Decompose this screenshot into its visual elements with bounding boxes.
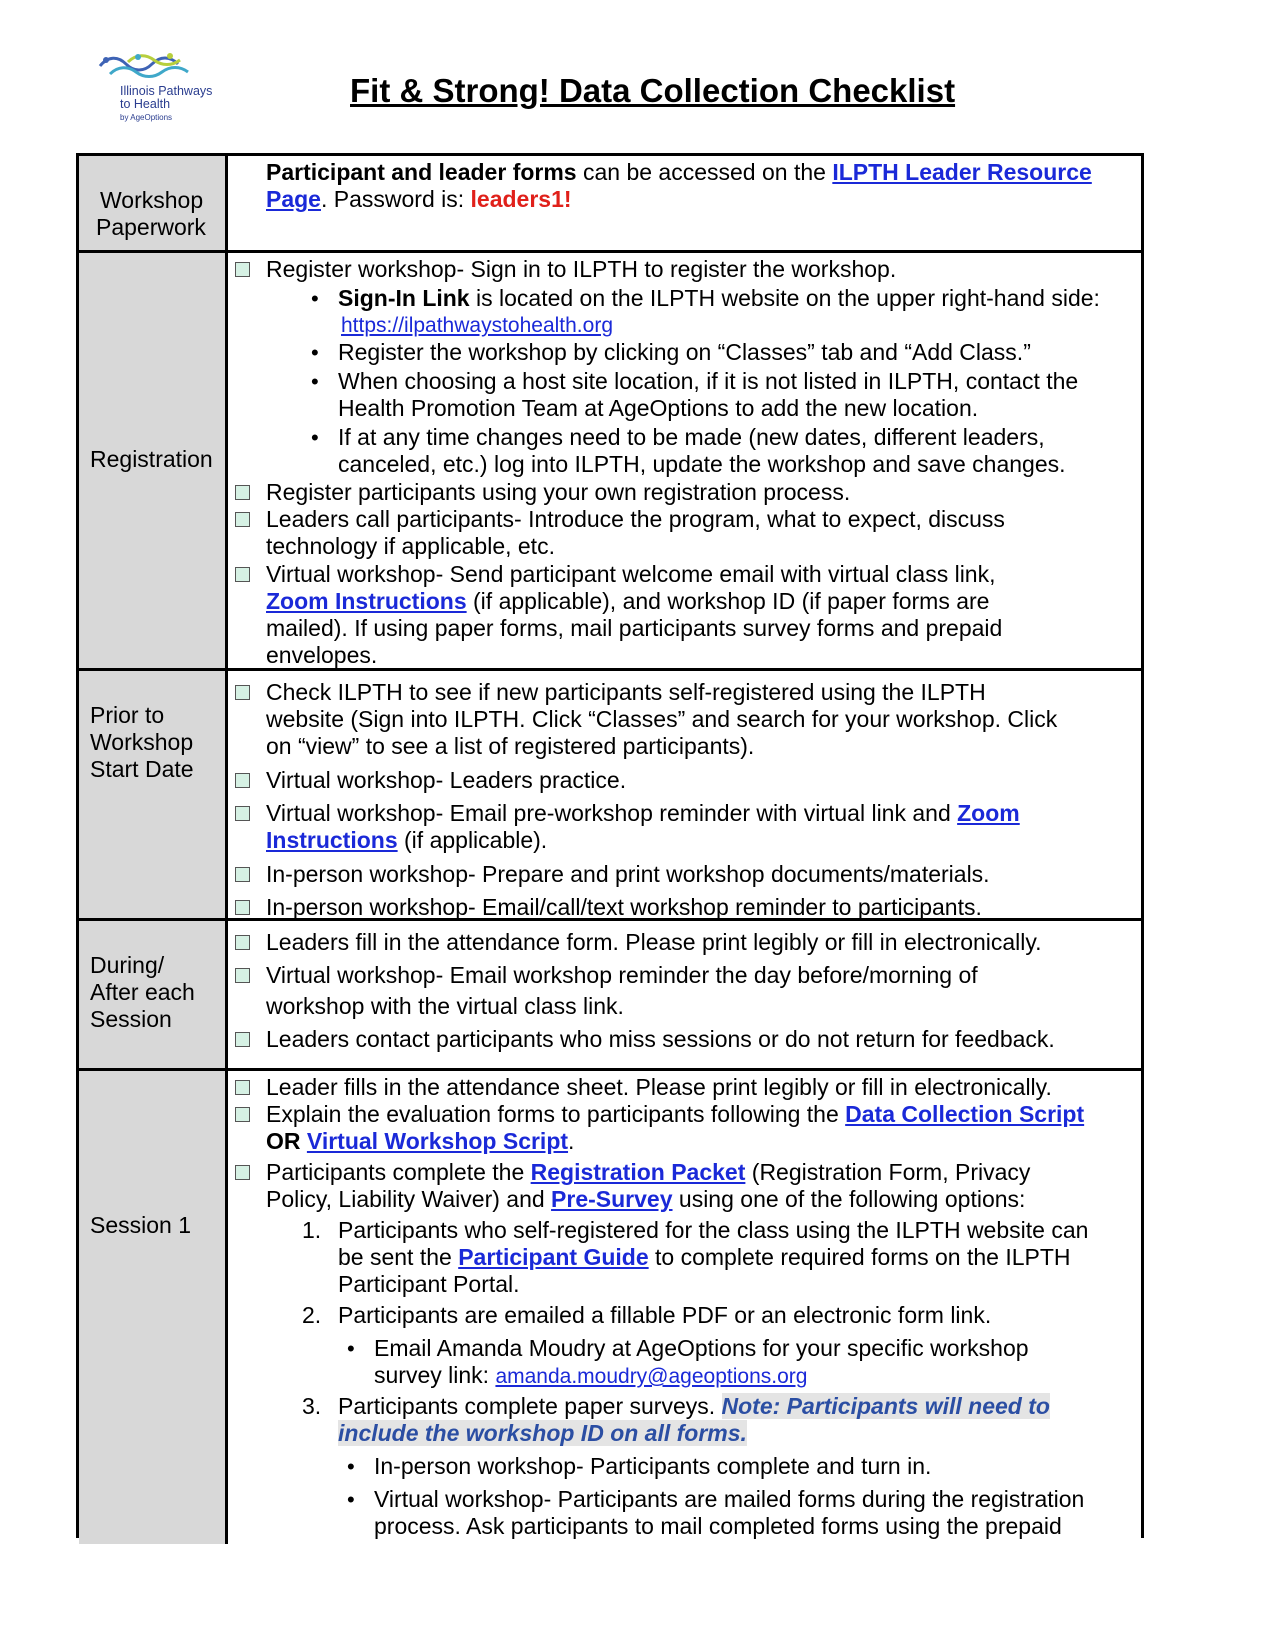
zoom-instructions-link[interactable]: Zoom — [957, 800, 1020, 826]
checkbox[interactable] — [235, 512, 250, 527]
checkbox[interactable] — [235, 773, 250, 788]
logo-line-1: Illinois Pathways — [120, 84, 213, 98]
row-workshop-paperwork — [79, 156, 1141, 250]
pre-survey-link[interactable]: Pre-Survey — [551, 1186, 673, 1212]
content-workshop-paperwork: Participant and leader forms can be accessed on the ILPTH Leader Resource Page. Password is: leaders1! — [266, 159, 1092, 212]
registration-packet-link[interactable]: Registration Packet — [530, 1159, 746, 1185]
checklist-table — [76, 153, 1144, 1538]
data-collection-script-link[interactable]: Data Collection Script — [845, 1101, 1085, 1127]
checkbox[interactable] — [235, 1080, 250, 1095]
logo-waves-icon — [98, 52, 198, 86]
label-during-after-session: During/ After each Session — [79, 921, 228, 1071]
checkbox[interactable] — [235, 1107, 250, 1122]
bullet-icon: • — [311, 369, 319, 394]
logo-line-2: to Health — [120, 97, 171, 111]
row-session-1: Session 1 Leader fills in the attendance sheet. Please print legibly or fill in electronically. Explain the evaluation forms to participants following the Data Collection Script OR Virtual Workshop Script. Participants complete the Registration Packet (Registration Form, Privacy Policy, Liability Waiver) and Pre-Survey using one of the following options: 1. Participants who self-registered for the class using the ILPTH website can be sent the Participant Guide to complete required forms on the ILPTH Participant Portal. 2. Participants are emailed a fillable PDF or an electronic form link. • Email Amanda Moudry at AgeOptions for your specific workshop survey link: amanda.moudry@ageoptions.org 3. Participants complete paper surveys. Note: Participants will need to include the workshop ID on all forms. • In-person workshop- Participants complete and turn in. • Virtual workshop- Participants are mailed forms during the registration process. Ask participants to mail completed forms using the prepaid — [79, 1068, 1141, 1544]
note-text: Note: Participants will need to — [721, 1393, 1050, 1419]
checkbox[interactable] — [235, 485, 250, 500]
checkbox[interactable] — [235, 900, 250, 915]
participant-guide-link[interactable]: Participant Guide — [458, 1244, 649, 1270]
row-registration: Registration Register workshop- Sign in to ILPTH to register the workshop. • Sign-In Link is located on the ILPTH website on the upper right-hand side: https://ilpathwaystohealth.org • Register the workshop by clicking on “Classes” tab and “Add Class.” • When choosing a host site location, if it is not listed in ILPTH, contact the Health Promotion Team at AgeOptions to add the new location. • If at any time changes need to be made (new dates, different leaders, canceled, etc.) log into ILPTH, update the workshop and save changes. Register participants using your own registration process. Leaders call participants- Introduce the program, what to expect, discuss technology if applicable, etc. Virtual workshop- Send participant welcome email with virtual class link, Zoom Instructions (if applicable), and workshop ID (if paper forms are mailed). If using paper forms, mail participants survey forms and prepaid envelopes. — [79, 250, 1141, 671]
zoom-instructions-link-2[interactable]: Instructions — [266, 827, 398, 853]
checkbox[interactable] — [235, 1032, 250, 1047]
logo-line-3: by AgeOptions — [120, 113, 173, 122]
ilpth-website-link[interactable]: https://ilpathwaystohealth.org — [341, 314, 613, 337]
bullet-icon: • — [311, 340, 319, 365]
checkbox[interactable] — [235, 262, 250, 277]
row-during-after-session: During/ After each Session Leaders fill in the attendance form. Please print legibly or fill in electronically. Virtual workshop- Email workshop reminder the day before/morning of workshop with the virtual class link. Leaders contact participants who miss sessions or do not return for feedback. — [79, 918, 1141, 1071]
bullet-icon: • — [347, 1336, 355, 1361]
ilpth-leader-resource-link[interactable]: ILPTH Leader Resource — [832, 159, 1092, 185]
row-prior-to-workshop: Prior to Workshop Start Date Check ILPTH to see if new participants self-registered using the ILPTH website (Sign into ILPTH. Click “Classes” and search for your workshop. Click on “view” to see a list of registered participants). Virtual workshop- Leaders practice. Virtual workshop- Email pre-workshop reminder with virtual link and Zoom Instructions (if applicable). In-person workshop- Prepare and print workshop documents/materials. In-person workshop- Email/call/text workshop reminder to participants. — [79, 668, 1141, 921]
checkbox[interactable] — [235, 685, 250, 700]
password-text: leaders1! — [470, 186, 572, 212]
checkbox[interactable] — [235, 867, 250, 882]
bullet-icon: • — [347, 1454, 355, 1479]
label-registration: Registration — [79, 253, 228, 671]
checkbox[interactable] — [235, 806, 250, 821]
ilpth-logo — [98, 52, 248, 132]
page-title: Fit & Strong! Data Collection Checklist — [350, 72, 956, 109]
ilpth-leader-resource-link-page[interactable]: Page — [266, 186, 321, 212]
note-text-2: include the workshop ID on all forms. — [338, 1420, 747, 1446]
label-workshop-paperwork: Workshop Paperwork — [79, 156, 228, 250]
bullet-icon: • — [347, 1487, 355, 1512]
checkbox[interactable] — [235, 567, 250, 582]
label-prior-to-workshop: Prior to Workshop Start Date — [79, 671, 228, 921]
bullet-icon: • — [311, 286, 319, 311]
checkbox[interactable] — [235, 968, 250, 983]
checkbox[interactable] — [235, 935, 250, 950]
label-session-1: Session 1 — [79, 1071, 228, 1544]
zoom-instructions-link[interactable]: Zoom Instructions — [266, 588, 467, 614]
checkbox[interactable] — [235, 1165, 250, 1180]
virtual-workshop-script-link[interactable]: Virtual Workshop Script — [306, 1128, 569, 1154]
bullet-icon: • — [311, 425, 319, 450]
email-link[interactable]: amanda.moudry@ageoptions.org — [495, 1365, 808, 1388]
